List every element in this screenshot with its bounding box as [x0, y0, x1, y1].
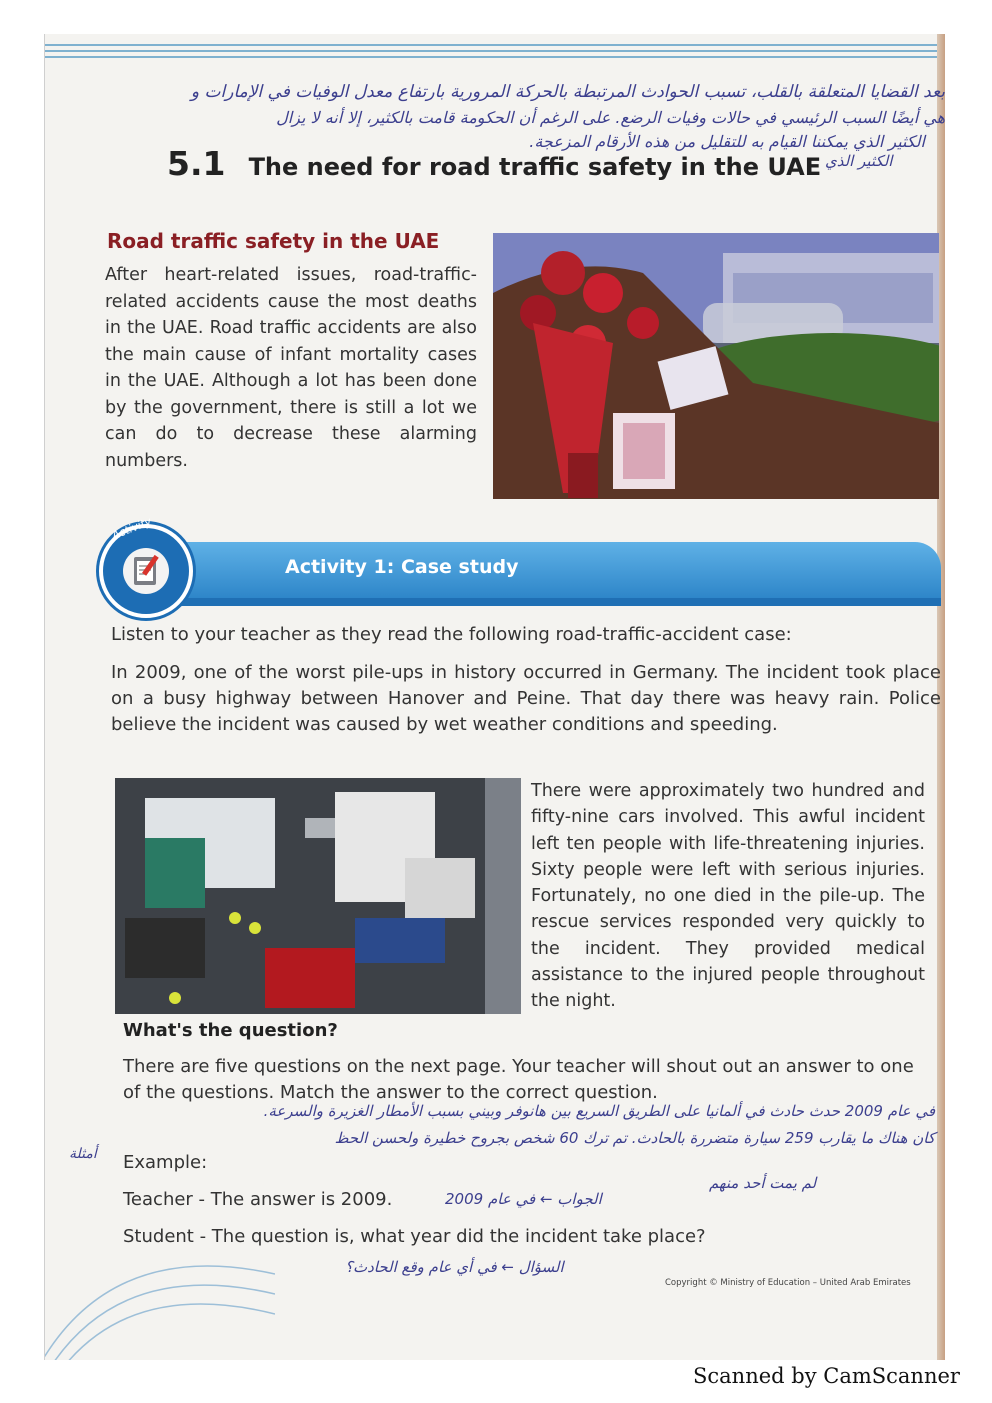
student-line: Student - The question is, what year did the incident take place? [123, 1226, 706, 1247]
section-title-text: The need for road traffic safety in the UAE [248, 153, 822, 181]
handwritten-teacher-answer: الجواب ← في عام 2009 [445, 1190, 602, 1208]
handwritten-note-line-3: الكثير الذي يمكننا القيام به للتقليل من هذه الأرقام المزعجة. [529, 132, 925, 151]
handwritten-example-note: أمثلة [69, 1146, 97, 1162]
activity-badge-label: Activity [110, 514, 154, 543]
decorative-arcs [44, 1214, 275, 1360]
example-label: Example: [123, 1152, 208, 1173]
handwritten-summary-line-1: في عام 2009 حدث حادث في ألمانيا على الطريق السريع بين هانوفر وبيني بسبب الأمطار الغزيرة والسرعة. [263, 1102, 935, 1120]
intro-heading: Road traffic safety in the UAE [107, 229, 440, 253]
header-rule-lines [45, 44, 937, 66]
teacher-line: Teacher - The answer is 2009. [123, 1189, 393, 1210]
listen-instruction: Listen to your teacher as they read the following road-traffic-accident case: [111, 624, 792, 645]
handwritten-note-line-2: هي أيضًا السبب الرئيسي في حالات وفيات الرضع. على الرغم أن الحكومة قامت بالكثير، إلا أنه لا يزال [276, 108, 945, 127]
case-details-text: There were approximately two hundred and fifty-nine cars involved. This awful incident left ten people with life-threatening injuries. Sixty people were left with serious injuries. Fortunately, no one died in the pile-up. The rescue services responded very quickly to the incident. They provided medical assistance to the injured people throughout the night. [531, 781, 925, 1012]
copyright-notice: Copyright © Ministry of Education – United Arab Emirates [665, 1278, 911, 1288]
whats-the-question-heading: What's the question? [123, 1020, 338, 1041]
activity-badge [99, 514, 193, 618]
memorial-flowers-photo [493, 233, 939, 499]
activity-title: Activity 1: Case study [285, 556, 519, 578]
pile-up-photo [115, 778, 521, 1014]
question-instructions: There are five questions on the next page. Your teacher will shout out an answer to one of the questions. Match the answer to the correct question. [123, 1056, 914, 1103]
handwritten-summary-line-3: لم يمت أحد منهم [709, 1174, 817, 1192]
handwritten-summary-line-2: كان هناك ما يقارب 259 سيارة متضررة بالحادث. تم ترك 60 شخص بجروح خطيرة ولحسن الحظ [334, 1129, 935, 1147]
case-paragraph: In 2009, one of the worst pile-ups in history occurred in Germany. The incident took place on a busy highway between Hanover and Peine. That day there was heavy rain. Police believe the incident was caused by wet weather conditions and speeding. [111, 662, 941, 735]
handwritten-student-answer: السؤال ← في أي عام وقع الحادث؟ [345, 1258, 564, 1276]
intro-paragraph: After heart-related issues, road-traffic-related accidents cause the most deaths in the UAE. Road traffic accidents are also the main cause of infant mortality cases in the UAE. Although a lot has been done by the government, there is still a lot we can do to decrease these alarming numbers. [105, 265, 477, 471]
textbook-page [44, 34, 945, 1360]
section-number: 5.1 [167, 144, 226, 183]
section-title [167, 144, 821, 183]
activity-banner [95, 514, 945, 620]
handwritten-title-note: الكثير الذي [825, 152, 893, 170]
handwritten-note-line-1: بعد القضايا المتعلقة بالقلب، تسبب الحوادث المرتبطة بالحركة المرورية بارتفاع معدل الوفيات في الإمارات و [190, 82, 945, 102]
scanner-watermark: Scanned by CamScanner [693, 1364, 960, 1388]
clipboard-pencil-icon [123, 548, 169, 594]
